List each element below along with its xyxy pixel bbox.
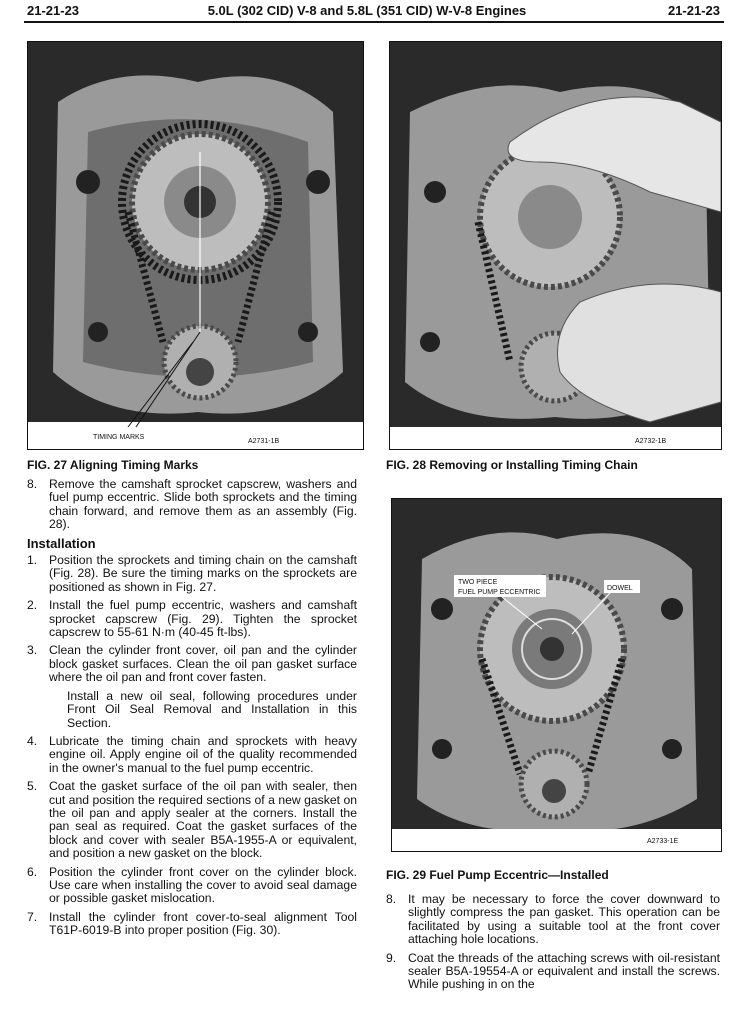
fig29-caption: FIG. 29 Fuel Pump Eccentric—Installed — [386, 868, 609, 882]
step-text: Clean the cylinder front cover, oil pan and the cylinder block gasket surfaces. Clean the oil pan gasket surface where the oil pan and front cover fasten. — [49, 643, 357, 685]
step-text: Install the cylinder front cover-to-seal alignment Tool T61P-6019-B into proper position (Fig. 30). — [49, 909, 357, 938]
fig28-photo — [389, 41, 722, 450]
step-text: It may be necessary to force the cover downward to slightly compress the pan gasket. This operation can be facilitated by using a suitable tool at the front cover attaching hole locations. — [408, 892, 720, 947]
install-step-3-note: Install a new oil seal, following procedures under Front Oil Seal Removal and Installation in this Section. — [67, 688, 357, 730]
left-text-column — [27, 478, 357, 943]
fig27-engine-illustration — [28, 42, 363, 449]
step-number: 7. — [27, 909, 38, 924]
step-number: 4. — [27, 733, 38, 748]
install-step-1 — [27, 554, 357, 594]
fig28-caption: FIG. 28 Removing or Installing Timing Chain — [386, 458, 638, 472]
installation-heading: Installation — [27, 535, 96, 551]
fig29-label-dowel: DOWEL — [607, 585, 633, 592]
step-text: Position the cylinder front cover on the cylinder block. Use care when installing the cover to avoid seal damage or possible gasket mislocation. — [49, 864, 357, 906]
fig29-label-eccentric-line1: TWO PIECE — [458, 579, 498, 586]
install-step-5 — [27, 780, 357, 860]
step-number: 1. — [27, 553, 38, 568]
right-text-column — [386, 893, 720, 997]
page-title: 5.0L (302 CID) V-8 and 5.8L (351 CID) W-V-8 Engines — [207, 3, 527, 18]
install-step-6 — [27, 866, 357, 906]
fig29-photo — [391, 498, 722, 852]
install-step-2 — [27, 599, 357, 639]
step-number: 9. — [386, 950, 397, 965]
step-number: 6. — [27, 864, 38, 879]
fig28-engine-illustration — [390, 42, 721, 449]
fig28-code: A2732-1B — [635, 438, 667, 445]
step-text: Install the fuel pump eccentric, washers and camshaft sprocket capscrew (Fig. 29). Tighten the sprocket capscrew to 55-61 N·m (40-45 ft-lbs). — [49, 598, 357, 640]
fig27-photo — [27, 41, 364, 450]
fig29-engine-illustration — [392, 499, 721, 851]
install-step-3 — [27, 644, 357, 684]
step-text: Position the sprockets and timing chain on the camshaft (Fig. 28). Be sure the timing marks on the sprockets are positioned as shown in Fig. 27. — [49, 553, 357, 594]
step-number: 8. — [386, 892, 397, 906]
fig27-caption: FIG. 27 Aligning Timing Marks — [27, 458, 199, 472]
step-text: Lubricate the timing chain and sprockets with heavy engine oil. Apply engine oil of the quality recommended in the owner's manual to the fuel pump eccentric. — [49, 733, 357, 775]
step-text: Remove the camshaft sprocket capscrew, washers and fuel pump eccentric. Slide both sprockets and the timing chain forward, and remove them as an assembly (Fig. 28). — [49, 477, 357, 532]
step-text: Coat the gasket surface of the oil pan with sealer, then cut and position the required sections of a new gasket on the oil pan and apply sealer at the corners. Install the pan seal as required. Coat the gasket surfaces of the block and cover with sealer B5A-1955-A or equivalent, and position a new gasket on the block. — [49, 779, 357, 861]
fig27-code: A2731-1B — [248, 438, 280, 445]
header-rule — [24, 21, 724, 23]
step-text: Coat the threads of the attaching screws with oil-resistant sealer B5A-19554-A or equivalent and install the screws. While pushing in on the — [408, 950, 720, 992]
install-step-4 — [27, 735, 357, 775]
step-number: 5. — [27, 779, 38, 794]
install-step-8 — [386, 893, 720, 947]
fig27-label-timing-marks: TIMING MARKS — [93, 434, 145, 441]
step-number: 3. — [27, 643, 38, 658]
step-8-removal — [27, 478, 357, 532]
page-number-right: 21-21-23 — [667, 3, 720, 18]
install-step-7 — [27, 911, 357, 938]
page-number-left: 21-21-23 — [27, 3, 80, 18]
fig29-code: A2733-1E — [647, 838, 679, 845]
step-number: 8. — [27, 477, 38, 491]
step-number: 2. — [27, 598, 38, 613]
install-step-9 — [386, 952, 720, 992]
fig29-label-eccentric-line2: FUEL PUMP ECCENTRIC — [458, 589, 541, 596]
